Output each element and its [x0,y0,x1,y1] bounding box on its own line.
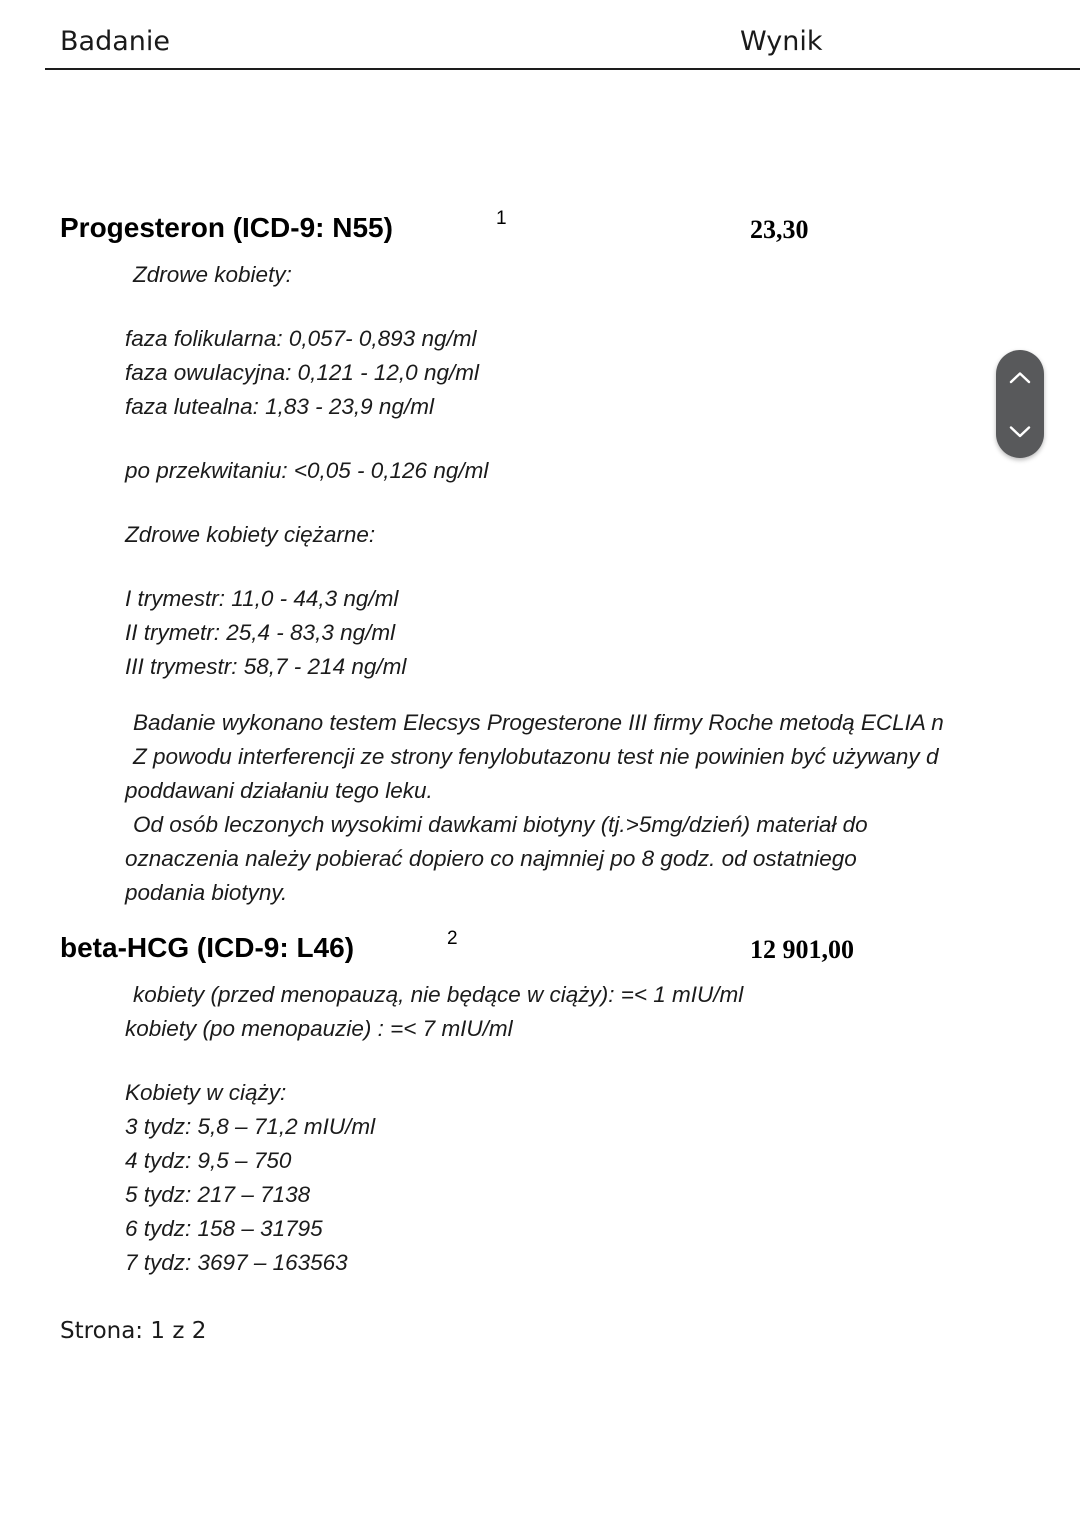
reference-line: 4 tydz: 9,5 – 750 [125,1148,292,1173]
document-column-header [0,0,1080,70]
reference-spacer [0,292,1080,322]
chevron-up-icon [1009,371,1031,384]
reference-ranges [0,978,1080,1280]
chevron-down-icon [1009,425,1031,438]
note-line: Od osób leczonych wysokimi dawkami biotyny (tj.>5mg/dzień) materiał do [133,812,868,837]
reference-line: 7 tydz: 3697 – 163563 [125,1250,348,1275]
reference-line: faza lutealna: 1,83 - 23,9 ng/ml [125,394,434,419]
test-footnote-marker: 1 [496,208,507,229]
note-line: podania biotyny. [125,880,288,905]
reference-line: II trymetr: 25,4 - 83,3 ng/ml [125,620,396,645]
note-line: poddawani działaniu tego leku. [125,778,433,803]
reference-line: 3 tydz: 5,8 – 71,2 mIU/ml [125,1114,376,1139]
page-number: Strona: 1 z 2 [60,1318,207,1344]
reference-spacer [0,424,1080,454]
note-line: Z powodu interferencji ze strony fenylobutazonu test nie powinien być używany d [133,744,939,769]
scroll-down-button[interactable] [996,404,1044,458]
reference-ranges [0,258,1080,684]
reference-spacer [0,552,1080,582]
results-list [0,70,1080,1280]
result-title-row [0,208,1080,258]
reference-line: Kobiety w ciąży: [125,1080,287,1105]
column-header-result: Wynik [740,26,823,57]
reference-spacer [0,488,1080,518]
note-line: Badanie wykonano testem Elecsys Progesterone III firmy Roche metodą ECLIA n [133,710,944,735]
reference-line: 5 tydz: 217 – 7138 [125,1182,311,1207]
method-notes [0,706,1080,910]
result-block-beta-hcg [0,910,1080,1280]
note-line: oznaczenia należy pobierać dopiero co najmniej po 8 godz. od ostatniego [125,846,857,871]
test-name: Progesteron (ICD-9: N55) [60,212,393,243]
result-title-row [0,928,1080,978]
reference-line: 6 tydz: 158 – 31795 [125,1216,323,1241]
reference-line: po przekwitaniu: <0,05 - 0,126 ng/ml [125,458,489,483]
test-name: beta-HCG (ICD-9: L46) [60,932,355,963]
reference-line: Zdrowe kobiety ciężarne: [125,522,376,547]
test-result-value: 23,30 [750,215,809,244]
scroll-navigation-control[interactable] [996,350,1044,458]
result-block-progesteron [0,70,1080,910]
scroll-up-button[interactable] [996,350,1044,404]
test-result-value: 12 901,00 [750,935,854,964]
reference-line: faza owulacyjna: 0,121 - 12,0 ng/ml [125,360,479,385]
reference-line: kobiety (po menopauzie) : =< 7 mIU/ml [125,1016,513,1041]
reference-line: faza folikularna: 0,057- 0,893 ng/ml [125,326,477,351]
notes-spacer [0,684,1080,706]
reference-line: kobiety (przed menopauzą, nie będące w ciąży): =< 1 mIU/ml [133,982,744,1007]
reference-spacer [0,1046,1080,1076]
reference-line: III trymestr: 58,7 - 214 ng/ml [125,654,407,679]
test-footnote-marker: 2 [447,928,458,949]
reference-line: Zdrowe kobiety: [133,262,292,287]
reference-line: I trymestr: 11,0 - 44,3 ng/ml [125,586,399,611]
column-header-test: Badanie [60,26,170,57]
